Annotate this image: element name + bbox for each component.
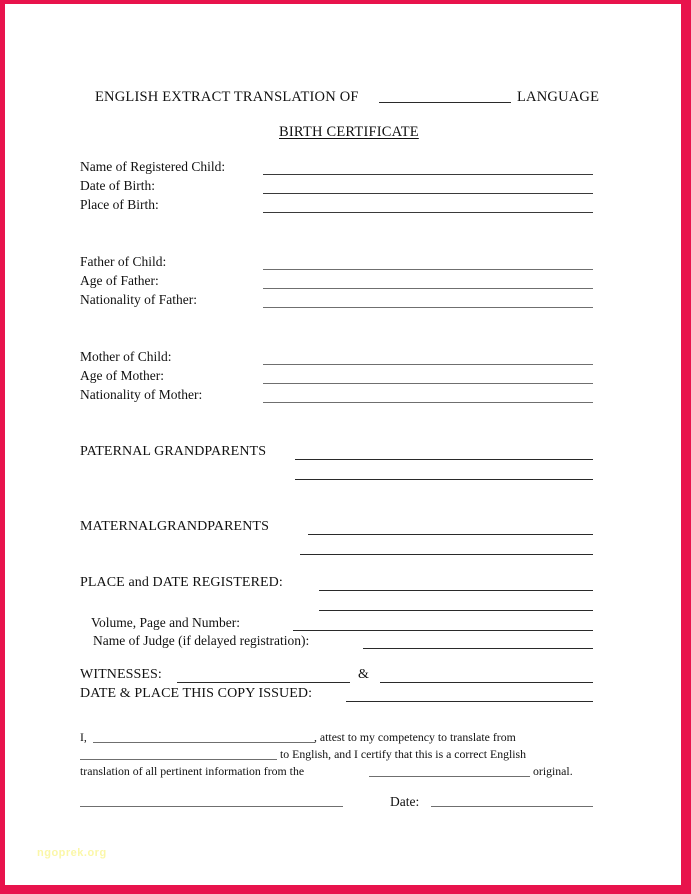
- label-date-of-birth: Date of Birth:: [80, 178, 155, 193]
- field-paternal-grandparents-line-1[interactable]: [295, 459, 593, 460]
- field-date-place-copy-issued[interactable]: [346, 701, 593, 702]
- field-age-of-mother[interactable]: [263, 383, 593, 384]
- field-signature[interactable]: [80, 806, 343, 807]
- attestation-line-1-prefix: I,: [80, 730, 87, 744]
- label-age-of-mother: Age of Mother:: [80, 368, 164, 383]
- attestation-line-3-prefix: translation of all pertinent information from the: [80, 764, 305, 778]
- field-translator-name[interactable]: [93, 742, 315, 743]
- field-nationality-of-father[interactable]: [263, 307, 593, 308]
- label-witnesses: WITNESSES:: [80, 667, 162, 682]
- label-father-of-child: Father of Child:: [80, 254, 167, 269]
- field-father-of-child[interactable]: [263, 269, 593, 270]
- label-nationality-of-father: Nationality of Father:: [80, 292, 197, 307]
- field-age-of-father[interactable]: [263, 288, 593, 289]
- label-name-of-judge: Name of Judge (if delayed registration):: [93, 633, 310, 648]
- field-original-document-type[interactable]: [369, 776, 530, 777]
- birth-certificate-translation-form: [5, 4, 681, 885]
- label-date-place-copy-issued: DATE & PLACE THIS COPY ISSUED:: [80, 686, 313, 701]
- field-witness-1[interactable]: [177, 682, 350, 683]
- header-title-prefix: ENGLISH EXTRACT TRANSLATION OF: [95, 89, 359, 105]
- attestation-line-2-suffix: to English, and I certify that this is a correct English: [280, 747, 527, 761]
- field-date-of-birth[interactable]: [263, 193, 593, 194]
- label-paternal-grandparents: PATERNAL GRANDPARENTS: [80, 444, 267, 459]
- label-age-of-father: Age of Father:: [80, 273, 159, 288]
- field-name-of-judge[interactable]: [363, 648, 593, 649]
- label-date: Date:: [390, 794, 420, 809]
- attestation-line-3-suffix: original.: [533, 764, 573, 778]
- field-volume-page-and-number[interactable]: [293, 630, 593, 631]
- page-title: BIRTH CERTIFICATE: [279, 124, 419, 140]
- label-place-of-birth: Place of Birth:: [80, 197, 159, 212]
- field-name-of-registered-child[interactable]: [263, 174, 593, 175]
- witness-conjunction: &: [358, 667, 369, 682]
- field-mother-of-child[interactable]: [263, 364, 593, 365]
- field-witness-2[interactable]: [380, 682, 593, 683]
- header-title-suffix: LANGUAGE: [517, 89, 600, 105]
- field-source-language[interactable]: [80, 759, 277, 760]
- field-nationality-of-mother[interactable]: [263, 402, 593, 403]
- field-place-of-birth[interactable]: [263, 212, 593, 213]
- field-paternal-grandparents-line-2[interactable]: [295, 479, 593, 480]
- field-date-signed[interactable]: [431, 806, 593, 807]
- field-place-and-date-registered-line-2[interactable]: [319, 610, 593, 611]
- document-page: [5, 4, 681, 885]
- label-mother-of-child: Mother of Child:: [80, 349, 172, 364]
- field-maternal-grandparents-line-2[interactable]: [300, 554, 593, 555]
- watermark: ngoprek.org: [37, 847, 107, 859]
- attestation-line-1-suffix: , attest to my competency to translate from: [314, 730, 516, 744]
- header-language-blank[interactable]: [379, 102, 511, 103]
- field-maternal-grandparents-line-1[interactable]: [308, 534, 593, 535]
- label-nationality-of-mother: Nationality of Mother:: [80, 387, 203, 402]
- label-place-and-date-registered: PLACE and DATE REGISTERED:: [80, 575, 283, 590]
- label-maternal-grandparents: MATERNALGRANDPARENTS: [80, 519, 269, 534]
- label-volume-page-and-number: Volume, Page and Number:: [91, 615, 240, 630]
- label-name-of-registered-child: Name of Registered Child:: [80, 159, 226, 174]
- field-place-and-date-registered-line-1[interactable]: [319, 590, 593, 591]
